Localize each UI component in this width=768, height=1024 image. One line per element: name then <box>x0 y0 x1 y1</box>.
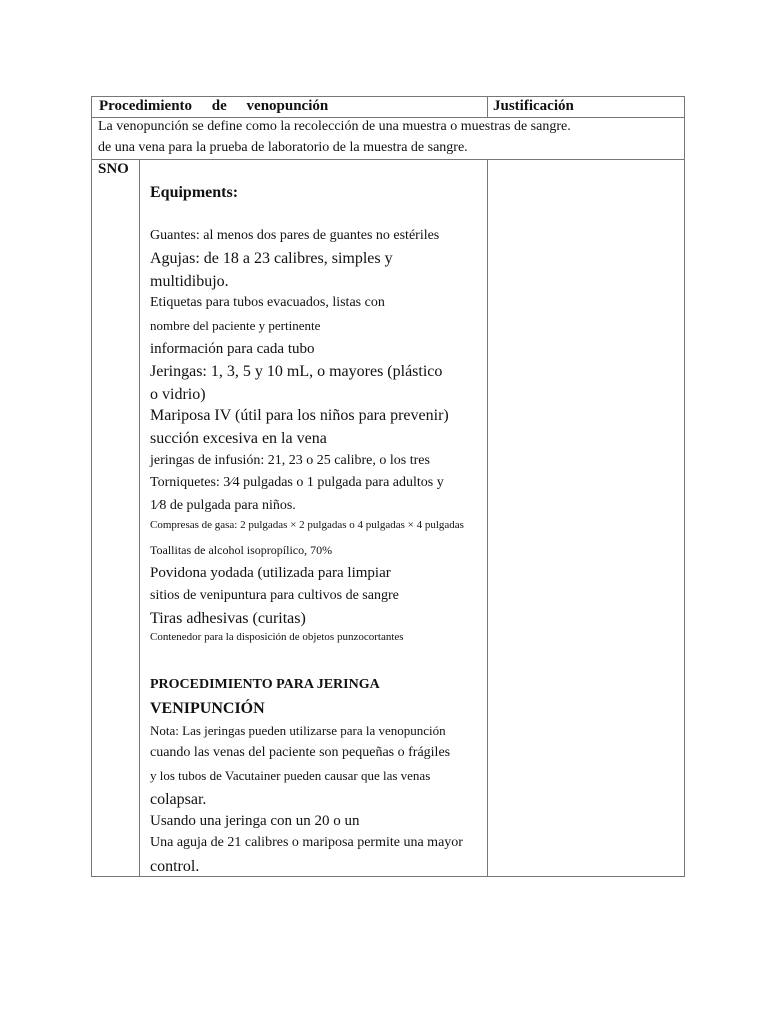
procedure-line: cuando las venas del paciente son pequeñas o frágiles <box>150 745 451 760</box>
equipment-line: nombre del paciente y pertinente <box>150 318 321 333</box>
equipment-line: Tiras adhesivas (curitas) <box>150 610 306 627</box>
equipment-line: Etiquetas para tubos evacuados, listas con <box>150 295 385 310</box>
procedure-heading-line-1: PROCEDIMIENTO PARA JERINGA <box>150 677 380 692</box>
equipment-line: Agujas: de 18 a 23 calibres, simples y <box>150 250 393 267</box>
equipment-line: Torniquetes: 3⁄4 pulgadas o 1 pulgada para adultos y <box>150 475 444 490</box>
procedure-line: Una aguja de 21 calibres o mariposa permite una mayor <box>150 835 463 850</box>
equipment-line: Povidona yodada (utilizada para limpiar <box>150 565 391 581</box>
justification-column-divider <box>487 159 488 876</box>
intro-line-1: La venopunción se define como la recolección de una muestra o muestras de sangre. <box>98 119 571 134</box>
procedure-column-header: Procedimiento de venopunción <box>99 98 329 114</box>
equipment-line: succión excesiva en la vena <box>150 430 327 447</box>
procedure-line: Nota: Las jeringas pueden utilizarse para la venopunción <box>150 723 446 738</box>
equipment-line: Toallitas de alcohol isopropílico, 70% <box>150 543 333 557</box>
equipment-line: Guantes: al menos dos pares de guantes no estériles <box>150 228 440 243</box>
equipment-line: o vidrio) <box>150 386 206 403</box>
intro-line-2: de una vena para la prueba de laboratorio de la muestra de sangre. <box>98 140 468 155</box>
equipment-line: sitios de venipuntura para cultivos de sangre <box>150 588 399 603</box>
header-divider <box>92 117 684 118</box>
intro-divider <box>92 159 684 160</box>
equipment-line: Contenedor para la disposición de objetos punzocortantes <box>150 631 404 643</box>
equipments-heading: Equipments: <box>150 184 239 201</box>
equipment-line: multidibujo. <box>150 273 229 290</box>
equipment-line: 1⁄8 de pulgada para niños. <box>150 498 296 513</box>
procedure-heading-line-2: VENIPUNCIÓN <box>150 700 265 717</box>
justification-column-header: Justificación <box>493 98 574 114</box>
sno-column-divider <box>139 159 140 876</box>
equipment-line: Compresas de gasa: 2 pulgadas × 2 pulgadas o 4 pulgadas × 4 pulgadas <box>150 519 464 531</box>
sno-label: SNO <box>98 161 129 177</box>
equipment-line: Mariposa IV (útil para los niños para prevenir) <box>150 407 449 424</box>
procedure-line: control. <box>150 858 200 875</box>
procedure-line: colapsar. <box>150 791 207 808</box>
equipment-line: información para cada tubo <box>150 341 315 357</box>
equipment-line: jeringas de infusión: 21, 23 o 25 calibre, o los tres <box>150 453 430 468</box>
procedure-line: Usando una jeringa con un 20 o un <box>150 813 360 829</box>
header-column-divider <box>487 97 488 117</box>
equipment-line: Jeringas: 1, 3, 5 y 10 mL, o mayores (plástico <box>150 363 443 380</box>
procedure-line: y los tubos de Vacutainer pueden causar que las venas <box>150 768 431 783</box>
